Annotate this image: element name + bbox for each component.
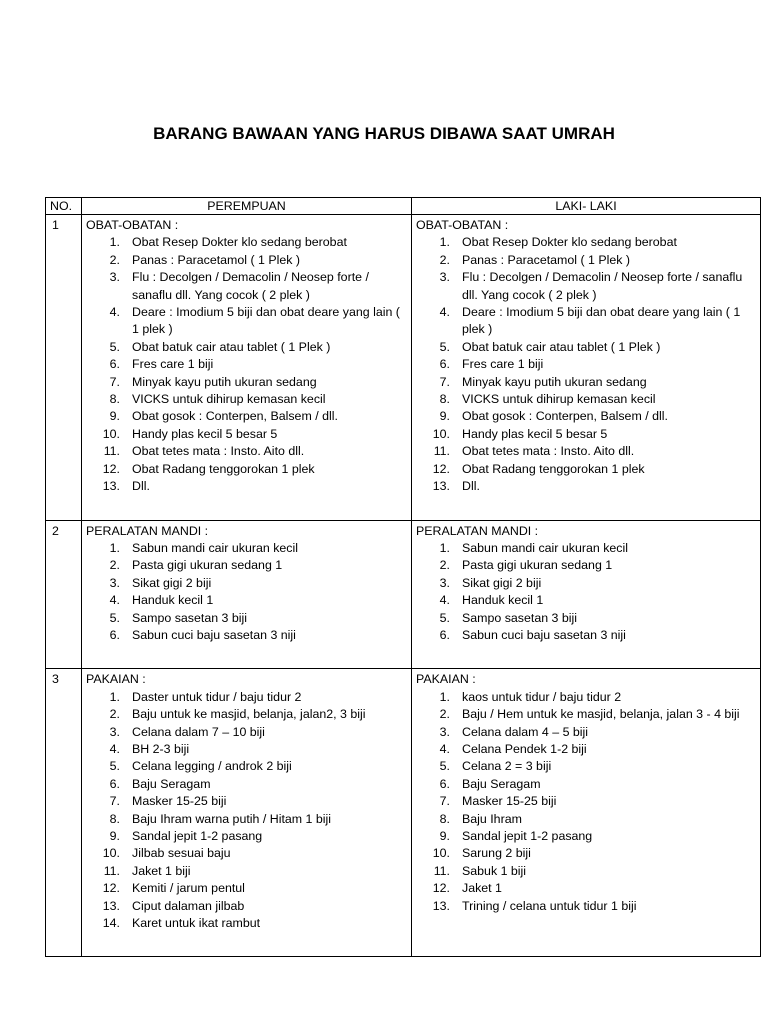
list-item: 4. Deare : Imodium 5 biji dan obat deare yang lain ( 1 plek ): [439, 305, 741, 337]
list-item-text: Fres care 1 biji: [132, 357, 214, 372]
list-item-text: Sandal jepit 1-2 pasang: [462, 829, 593, 843]
packing-list-table: [45, 197, 761, 957]
list-item-text: Sarung 2 biji: [462, 846, 531, 861]
list-item-text: Sikat gigi 2 biji: [462, 575, 542, 590]
list-item: 6. Baju Seragam: [109, 776, 211, 791]
list-item: 6. Sabun cuci baju sasetan 3 niji: [109, 627, 296, 642]
list-item: 9. Obat gosok : Conterpen, Balsem / dll.: [109, 409, 338, 424]
list-item-text: Panas : Paracetamol ( 1 Plek ): [132, 252, 301, 267]
list-item: 11. Jaket 1 biji: [103, 863, 191, 878]
list-item-text: VICKS untuk dihirup kemasan kecil: [462, 392, 656, 407]
list-item-text: Dll.: [462, 479, 480, 494]
list-item-text: Sabuk 1 biji: [462, 863, 527, 878]
list-item: 4. Deare : Imodium 5 biji dan obat deare yang lain ( 1 plek ): [109, 305, 400, 337]
list-item: 3. Sikat gigi 2 biji: [109, 575, 212, 590]
list-item-text: Ciput dalaman jilbab: [132, 898, 245, 913]
section-heading: PERALATAN MANDI :: [86, 523, 209, 538]
list-item: 2. Panas : Paracetamol ( 1 Plek ): [439, 252, 631, 267]
list-item-text: kaos untuk tidur / baju tidur 2: [462, 689, 622, 704]
section-heading: PAKAIAN :: [86, 672, 146, 687]
list-item: 12. Obat Radang tenggorokan 1 plek: [102, 461, 315, 476]
list-item: 4. Handuk kecil 1: [439, 593, 544, 608]
list-item: 8. VICKS untuk dihirup kemasan kecil: [109, 392, 326, 407]
list-item-text: Sabun cuci baju sasetan 3 niji: [462, 627, 626, 642]
list-item-text: VICKS untuk dihirup kemasan kecil: [132, 392, 326, 407]
list-item-text: Minyak kayu putih ukuran sedang: [462, 374, 647, 389]
list-item: 2. Baju / Hem untuk ke masjid, belanja, jalan 3 - 4 biji: [439, 707, 740, 722]
women-cell: [82, 520, 412, 669]
list-item-text: Jilbab sesuai baju: [132, 846, 231, 861]
row-number: 1: [46, 215, 82, 521]
list-item: 7. Minyak kayu putih ukuran sedang: [109, 374, 317, 389]
women-cell: [82, 215, 412, 521]
list-item-text: Sikat gigi 2 biji: [132, 575, 212, 590]
list-item-text: Obat tetes mata : Insto. Aito dll.: [132, 444, 305, 459]
list-item-text: Deare : Imodium 5 biji dan obat deare yang lain ( 1 plek ): [462, 305, 741, 337]
list-item-text: Flu : Decolgen / Demacolin / Neosep forte / sanaflu dll. Yang cocok ( 2 plek ): [132, 270, 369, 302]
list-item: 6. Sabun cuci baju sasetan 3 niji: [439, 627, 626, 642]
list-item: 11. Obat tetes mata : Insto. Aito dll.: [103, 444, 305, 459]
men-item-list: [416, 689, 756, 915]
list-item: 13. Trining / celana untuk tidur 1 biji: [432, 898, 637, 913]
men-cell: [412, 520, 761, 669]
list-item: 9. Sandal jepit 1-2 pasang: [439, 829, 593, 843]
list-item: 4. BH 2-3 biji: [109, 741, 190, 756]
list-item: 4. Celana Pendek 1-2 biji: [439, 741, 587, 756]
list-item: 13. Dll.: [102, 479, 150, 494]
list-item: 3. Sikat gigi 2 biji: [439, 575, 542, 590]
list-item: 13. Ciput dalaman jilbab: [102, 898, 245, 913]
list-item: 13. Dll.: [432, 479, 480, 494]
list-item: 2. Baju untuk ke masjid, belanja, jalan2, 3 biji: [109, 707, 366, 722]
list-item: 4. Handuk kecil 1: [109, 593, 214, 608]
list-item: 1. Sabun mandi cair ukuran kecil: [439, 540, 628, 555]
list-item-text: Kemiti / jarum pentul: [132, 881, 245, 896]
list-item-text: Obat Resep Dokter klo sedang berobat: [132, 235, 347, 250]
list-item-text: Handy plas kecil 5 besar 5: [462, 426, 608, 441]
list-item-text: Baju Seragam: [462, 776, 541, 791]
list-item-text: Celana dalam 4 – 5 biji: [462, 724, 589, 739]
list-item-text: Trining / celana untuk tidur 1 biji: [462, 898, 637, 913]
list-item-text: Daster untuk tidur / baju tidur 2: [132, 689, 302, 704]
list-item: 5. Obat batuk cair atau tablet ( 1 Plek ): [109, 339, 331, 354]
table-row: [46, 520, 761, 669]
section-heading: OBAT-OBATAN :: [416, 218, 509, 232]
table-row: [46, 215, 761, 521]
men-cell: [412, 669, 761, 957]
section-heading: OBAT-OBATAN :: [86, 218, 179, 232]
list-item-text: Sabun mandi cair ukuran kecil: [462, 540, 628, 555]
list-item: 12. Jaket 1: [432, 881, 502, 896]
list-item-text: Flu : Decolgen / Demacolin / Neosep forte / sanaflu dll. Yang cocok ( 2 plek ): [462, 270, 743, 302]
list-item-text: Masker 15-25 biji: [132, 794, 227, 809]
list-item-text: Sampo sasetan 3 biji: [132, 610, 248, 625]
list-item-text: Baju Seragam: [132, 776, 211, 791]
section-heading: PERALATAN MANDI :: [416, 523, 539, 538]
list-item: 6. Fres care 1 biji: [109, 357, 214, 372]
list-item-text: Celana Pendek 1-2 biji: [462, 741, 587, 756]
list-item-text: Handy plas kecil 5 besar 5: [132, 426, 278, 441]
list-item-text: Deare : Imodium 5 biji dan obat deare yang lain ( 1 plek ): [132, 305, 400, 337]
list-item: 5. Sampo sasetan 3 biji: [439, 610, 578, 625]
list-item-text: BH 2-3 biji: [132, 741, 190, 756]
list-item: 6. Baju Seragam: [439, 776, 541, 791]
list-item: 14. Karet untuk ikat rambut: [102, 916, 261, 931]
list-item: 2. Panas : Paracetamol ( 1 Plek ): [109, 252, 301, 267]
list-item-text: Sabun cuci baju sasetan 3 niji: [132, 627, 296, 642]
list-item-text: Baju Ihram: [462, 811, 522, 826]
list-item-text: Celana 2 = 3 biji: [462, 759, 552, 774]
men-cell: [412, 215, 761, 521]
list-item-text: Jaket 1: [462, 881, 502, 896]
list-item: 10. Handy plas kecil 5 besar 5: [102, 426, 278, 441]
list-item: 12. Obat Radang tenggorokan 1 plek: [432, 461, 645, 476]
list-item: 10. Handy plas kecil 5 besar 5: [432, 426, 608, 441]
women-item-list: [86, 689, 407, 933]
list-item: 5. Celana legging / androk 2 biji: [109, 759, 292, 774]
list-item-text: Karet untuk ikat rambut: [132, 916, 261, 931]
list-item: 9. Obat gosok : Conterpen, Balsem / dll.: [439, 409, 668, 424]
list-item-text: Obat Radang tenggorokan 1 plek: [462, 461, 645, 476]
list-item: 3. Celana dalam 4 – 5 biji: [439, 724, 589, 739]
list-item-text: Handuk kecil 1: [462, 593, 544, 608]
list-item: 8. Baju Ihram: [439, 811, 522, 826]
list-item: 8. VICKS untuk dihirup kemasan kecil: [439, 392, 656, 407]
list-item: 10. Sarung 2 biji: [432, 846, 531, 861]
men-item-list: [416, 234, 756, 495]
list-item: 8. Baju Ihram warna putih / Hitam 1 biji: [109, 811, 332, 826]
header-men: LAKI- LAKI: [412, 198, 761, 215]
list-item-text: Fres care 1 biji: [462, 357, 544, 372]
list-item: 1. Sabun mandi cair ukuran kecil: [109, 540, 298, 555]
page-title: BARANG BAWAAN YANG HARUS DIBAWA SAAT UMRAH: [153, 124, 615, 143]
list-item: 7. Masker 15-25 biji: [109, 794, 227, 809]
list-item-text: Baju untuk ke masjid, belanja, jalan2, 3 biji: [132, 707, 366, 722]
list-item: 6. Fres care 1 biji: [439, 357, 544, 372]
table-header-row: [46, 198, 761, 215]
row-number: 3: [46, 669, 82, 957]
list-item: 9. Sandal jepit 1-2 pasang: [109, 829, 263, 843]
list-item-text: Obat gosok : Conterpen, Balsem / dll.: [132, 409, 338, 424]
list-item: 1. Obat Resep Dokter klo sedang berobat: [439, 235, 677, 250]
list-item: 3. Flu : Decolgen / Demacolin / Neosep forte / sanaflu dll. Yang cocok ( 2 plek ): [109, 270, 369, 302]
list-item-text: Obat batuk cair atau tablet ( 1 Plek ): [462, 339, 661, 354]
list-item-text: Sabun mandi cair ukuran kecil: [132, 540, 298, 555]
women-item-list: [86, 234, 407, 495]
list-item-text: Obat Radang tenggorokan 1 plek: [132, 461, 315, 476]
list-item: 5. Obat batuk cair atau tablet ( 1 Plek ): [439, 339, 661, 354]
section-heading: PAKAIAN :: [416, 672, 476, 687]
header-no: NO.: [46, 198, 82, 215]
men-item-list: [416, 540, 756, 644]
list-item-text: Panas : Paracetamol ( 1 Plek ): [462, 252, 631, 267]
table-row: [46, 669, 761, 957]
list-item: 12. Kemiti / jarum pentul: [102, 881, 245, 896]
list-item-text: Sampo sasetan 3 biji: [462, 610, 578, 625]
list-item-text: Pasta gigi ukuran sedang 1: [462, 558, 613, 573]
list-item-text: Obat tetes mata : Insto. Aito dll.: [462, 444, 635, 459]
list-item-text: Baju / Hem untuk ke masjid, belanja, jalan 3 - 4 biji: [462, 707, 740, 722]
list-item-text: Obat Resep Dokter klo sedang berobat: [462, 235, 677, 250]
list-item-text: Obat batuk cair atau tablet ( 1 Plek ): [132, 339, 331, 354]
list-item: 11. Obat tetes mata : Insto. Aito dll.: [433, 444, 635, 459]
list-item: 5. Sampo sasetan 3 biji: [109, 610, 248, 625]
list-item-text: Celana legging / androk 2 biji: [132, 759, 292, 774]
list-item-text: Pasta gigi ukuran sedang 1: [132, 558, 283, 573]
list-item-text: Minyak kayu putih ukuran sedang: [132, 374, 317, 389]
list-item-text: Sandal jepit 1-2 pasang: [132, 829, 263, 843]
list-item: 2. Pasta gigi ukuran sedang 1: [439, 558, 613, 573]
list-item: 10. Jilbab sesuai baju: [102, 846, 231, 861]
list-item-text: Masker 15-25 biji: [462, 794, 557, 809]
list-item: 7. Masker 15-25 biji: [439, 794, 557, 809]
header-women: PEREMPUAN: [82, 198, 412, 215]
list-item: 5. Celana 2 = 3 biji: [439, 759, 552, 774]
list-item: 2. Pasta gigi ukuran sedang 1: [109, 558, 283, 573]
list-item-text: Jaket 1 biji: [132, 863, 191, 878]
women-cell: [82, 669, 412, 957]
list-item: 3. Flu : Decolgen / Demacolin / Neosep forte / sanaflu dll. Yang cocok ( 2 plek ): [439, 270, 743, 302]
list-item-text: Obat gosok : Conterpen, Balsem / dll.: [462, 409, 668, 424]
women-item-list: [86, 540, 407, 644]
list-item: 1. kaos untuk tidur / baju tidur 2: [439, 689, 622, 704]
row-number: 2: [46, 520, 82, 669]
list-item: 11. Sabuk 1 biji: [433, 863, 527, 878]
list-item: 1. Obat Resep Dokter klo sedang berobat: [109, 235, 347, 250]
list-item-text: Celana dalam 7 – 10 biji: [132, 724, 265, 739]
list-item-text: Handuk kecil 1: [132, 593, 214, 608]
list-item: 7. Minyak kayu putih ukuran sedang: [439, 374, 647, 389]
list-item: 3. Celana dalam 7 – 10 biji: [109, 724, 265, 739]
list-item-text: Baju Ihram warna putih / Hitam 1 biji: [132, 811, 332, 826]
list-item: 1. Daster untuk tidur / baju tidur 2: [109, 689, 302, 704]
list-item-text: Dll.: [132, 479, 150, 494]
